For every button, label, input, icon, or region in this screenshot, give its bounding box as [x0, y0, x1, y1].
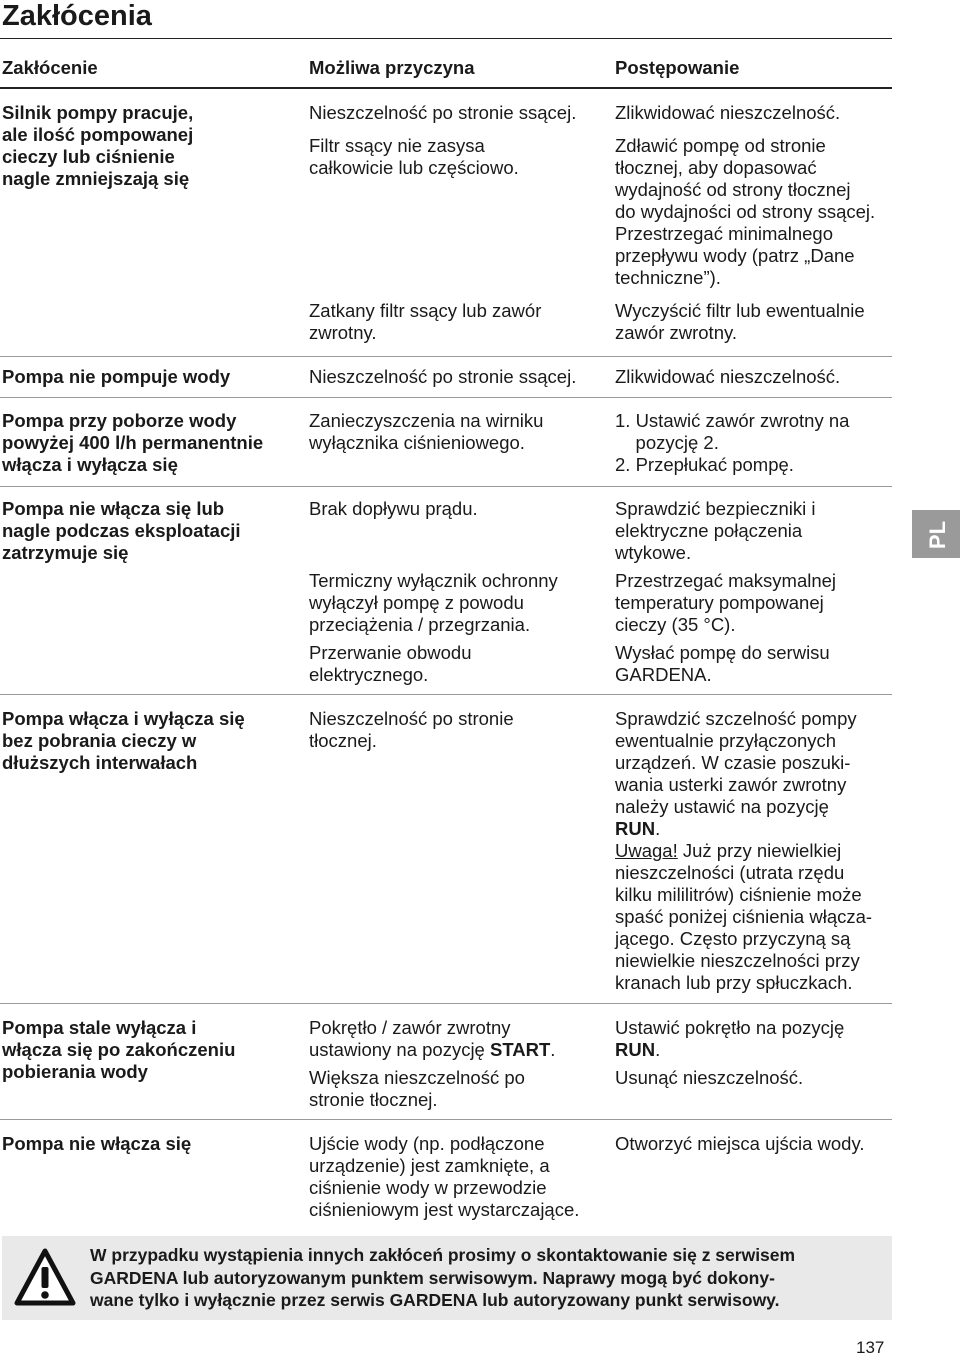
page-number: 137 — [856, 1338, 885, 1357]
row-separator — [0, 397, 892, 398]
problem-cell: Pompa włącza i wyłącza się bez pobrania cieczy w dłuższych interwałach — [2, 708, 245, 773]
cause-cell: Większa nieszczelność po stronie tłocznej. — [309, 1067, 525, 1110]
column-header-action: Postępowanie — [615, 57, 740, 78]
action-cell — [615, 1017, 844, 1061]
language-tab-label: PL — [925, 520, 951, 550]
column-header-problem: Zakłócenie — [2, 57, 98, 78]
action-cell: 1. Ustawić zawór zwrotny na pozycję 2. 2. Przepłukać pompę. — [615, 410, 850, 475]
action-cell: Sprawdzić bezpieczniki i elektryczne połączenia wtykowe. — [615, 498, 816, 563]
cause-cell: Nieszczelność po stronie tłocznej. — [309, 708, 514, 751]
title-rule — [0, 38, 892, 39]
cause-text: Pokrętło / zawór zwrotny ustawiony na pozycję — [309, 1017, 511, 1060]
warning-text: W przypadku wystąpienia innych zakłóceń prosimy o skontaktowanie się z serwisem GARDENA lub autoryzowanym punktem serwisowym. Naprawy mogą być dokony- wane tylko i wyłącznie przez serwis GARDENA lub autoryzowany punkt serwisowy. — [90, 1245, 796, 1310]
action-text: . — [655, 818, 661, 839]
problem-cell: Pompa nie włącza się — [2, 1133, 192, 1154]
cause-cell: Brak dopływu prądu. — [309, 498, 478, 519]
action-cell: Przestrzegać maksymalnej temperatury pompowanej cieczy (35 °C). — [615, 570, 837, 635]
action-cell: Wysłać pompę do serwisu GARDENA. — [615, 642, 830, 685]
action-text: Sprawdzić szczelność pompy ewentualnie przyłączonych urządzeń. W czasie poszuki- wania usterki zawór zwrotny należy ustawić na pozycję — [615, 708, 857, 817]
action-cell — [615, 708, 872, 994]
cause-cell: Filtr ssący nie zasysa całkowicie lub częściowo. — [309, 135, 519, 178]
action-cell: Zlikwidować nieszczelność. — [615, 102, 841, 123]
action-cell: Zdławić pompę od stronie tłocznej, aby dopasować wydajność od strony tłocznej do wydajności od strony ssącej. Przestrzegać minimalnego przepływu wody (patrz „Dane techniczne”). — [615, 135, 876, 288]
cause-cell: Nieszczelność po stronie ssącej. — [309, 366, 577, 387]
action-cell: Wyczyścić filtr lub ewentualnie zawór zwrotny. — [615, 300, 865, 343]
note-label: Uwaga! — [615, 840, 678, 861]
problem-cell: Silnik pompy pracuje, ale ilość pompowanej cieczy lub ciśnienie nagle zmniejszają się — [2, 102, 194, 189]
row-separator — [0, 356, 892, 357]
cause-cell: Przerwanie obwodu elektrycznego. — [309, 642, 472, 685]
run-position-label: RUN — [615, 1039, 656, 1060]
cause-cell — [309, 1017, 555, 1061]
run-position-label: RUN — [615, 818, 656, 839]
cause-cell: Zanieczyszczenia na wirniku wyłącznika ciśnieniowego. — [309, 410, 544, 453]
cause-cell: Ujście wody (np. podłączone urządzenie) jest zamknięte, a ciśnienie wody w przewodzie ciśnieniowym jest wystarczające. — [309, 1133, 580, 1220]
row-separator — [0, 1119, 892, 1120]
cause-cell: Zatkany filtr ssący lub zawór zwrotny. — [309, 300, 542, 343]
problem-cell: Pompa nie pompuje wody — [2, 366, 231, 387]
cause-cell: Nieszczelność po stronie ssącej. — [309, 102, 577, 123]
problem-cell: Pompa przy poborze wody powyżej 400 l/h permanentnie włącza i wyłącza się — [2, 410, 264, 475]
page-title: Zakłócenia — [2, 0, 152, 32]
action-text: . — [655, 1039, 661, 1060]
problem-cell: Pompa stale wyłącza i włącza się po zakończeniu pobierania wody — [2, 1017, 236, 1082]
cause-text: . — [550, 1039, 556, 1060]
action-cell: Otworzyć miejsca ujścia wody. — [615, 1133, 865, 1154]
column-header-cause: Możliwa przyczyna — [309, 57, 475, 78]
start-position-label: START — [490, 1039, 551, 1060]
action-cell: Usunąć nieszczelność. — [615, 1067, 804, 1088]
problem-cell: Pompa nie włącza się lub nagle podczas eksploatacji zatrzymuje się — [2, 498, 241, 563]
action-text: Już przy niewielkiej nieszczelności (utrata rzędu kilku mililitrów) ciśnienie może spaść poniżej ciśnienia włącza- jącego. Często przyczyną są niewielkie nieszczelności przy kranach lub przy spłuczkach. — [615, 840, 873, 993]
row-separator — [0, 694, 892, 695]
language-tab — [912, 510, 960, 558]
row-separator — [0, 1003, 892, 1004]
action-cell: Zlikwidować nieszczelność. — [615, 366, 841, 387]
row-separator — [0, 486, 892, 487]
action-text: Ustawić pokrętło na pozycję — [615, 1017, 845, 1038]
header-rule — [0, 87, 892, 89]
warning-triangle-icon — [14, 1248, 76, 1306]
cause-cell: Termiczny wyłącznik ochronny wyłączył pompę z powodu przeciążenia / przegrzania. — [309, 570, 558, 635]
